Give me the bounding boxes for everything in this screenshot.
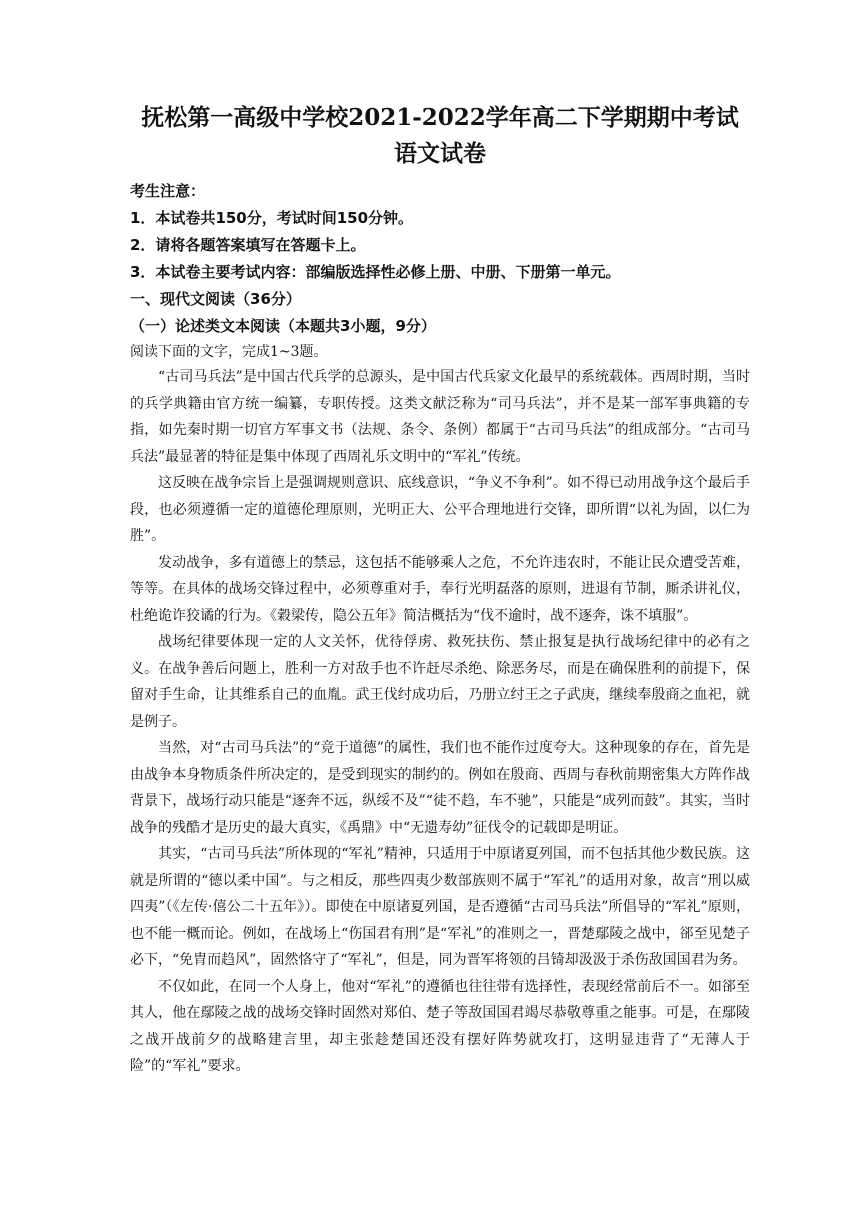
reading-instruction: 阅读下面的文字，完成1~3题。 bbox=[130, 344, 328, 360]
passage-paragraph: 当然，对“古司马兵法”的“竞于道德”的属性，我们也不能作过度夸大。这种现象的存在，首先是由战争本身物质条件所决定的，是受到现实的制约的。例如在殷商、西周与春秋前期密集大方阵作战背景下，战场行动只能是“逐奔不远，纵绥不及”“徒不趋，车不驰”，只能是“成列而鼓”。其实，当时战争的残酷才是历史的最大真实，《禹鼎》中“无遗寿幼”征伐令的记载即是明证。 bbox=[130, 740, 750, 836]
passage-paragraph: “古司马兵法”是中国古代兵学的总源头，是中国古代兵家文化最早的系统载体。西周时期，当时的兵学典籍由官方统一编纂，专职传授。这类文献泛称为“司马兵法”，并不是某一部军事典籍的专指，如先秦时期一切官方军事文书（法规、条令、条例）都属于“古司马兵法”的组成部分。“古司马兵法”最显著的特征是集中体现了西周礼乐文明中的“军礼”传统。 bbox=[130, 369, 750, 465]
passage-paragraph: 这反映在战争宗旨上是强调规则意识、底线意识，“争义不争利”。如不得已动用战争这个最后手段，也必须遵循一定的道德伦理原则，光明正大、公平合理地进行交锋，即所谓“以礼为固，以仁为胜”。 bbox=[130, 475, 750, 544]
exam-subtitle: 语文试卷 bbox=[394, 140, 486, 167]
passage-paragraph: 发动战争，多有道德上的禁忌，这包括不能够乘人之危，不允许违农时，不能让民众遭受苦难，等等。在具体的战场交锋过程中，必须尊重对手，奉行光明磊落的原则，进退有节制，厮杀讲礼仪，杜绝诡诈狡谲的行为。《穀梁传，隐公五年》简洁概括为“伐不逾时，战不逐奔，诛不填服”。 bbox=[130, 554, 750, 624]
passage-paragraph: 不仅如此，在同一个人身上，他对“军礼”的遵循也往往带有选择性，表现经常前后不一。如郤至其人，他在鄢陵之战的战场交锋时固然对郑伯、楚子等敌国国君竭尽恭敬尊重之能事。可是，在鄢陵之战开战前夕的战略建言里，却主张趁楚国还没有摆好阵势就攻打，这明显违背了“无薄人于险”的“军礼”要求。 bbox=[130, 978, 750, 1074]
notice-item: 1．本试卷共150分，考试时间150分钟。 bbox=[130, 209, 414, 227]
exam-page bbox=[130, 100, 750, 1080]
section-heading: 一、现代文阅读（36分） bbox=[130, 290, 301, 308]
notice-item: 3．本试卷主要考试内容：部编版选择性必修上册、中册、下册第一单元。 bbox=[130, 263, 621, 281]
subsection-heading: （一）论述类文本阅读（本题共3小题，9分） bbox=[130, 317, 436, 335]
passage-paragraph: 其实，“古司马兵法”所体现的“军礼”精神，只适用于中原诸夏列国，而不包括其他少数民族。这就是所谓的“德以柔中国”。与之相反，那些四夷少数部族则不属于“军礼”的适用对象，故言“刑以威四夷”（《左传·僖公二十五年》）。即使在中原诸夏列国，是否遵循“古司马兵法”所倡导的“军礼”原则，也不能一概而论。例如，在战场上“伤国君有刑”是“军礼”的准则之一，晋楚鄢陵之战中，郤至见楚子必下，“免胄而趋风”，固然恪守了“军礼”，但是，同为晋军将领的吕锜却汲汲于杀伤敌国国君为务。 bbox=[130, 846, 750, 968]
notice-item: 2．请将各题答案填写在答题卡上。 bbox=[130, 236, 366, 254]
exam-title: 抚松第一高级中学校2021-2022学年高二下学期期中考试 bbox=[141, 104, 739, 131]
passage-paragraph: 战场纪律要体现一定的人文关怀，优待俘虏、救死扶伤、禁止报复是执行战场纪律中的必有之义。在战争善后问题上，胜利一方对敌手也不许赶尽杀绝、除恶务尽，而是在确保胜利的前提下，保留对手生命，让其维系自己的血胤。武王伐纣成功后，乃册立纣王之子武庚，继续奉殷商之血祀，就是例子。 bbox=[130, 634, 750, 730]
notice-heading: 考生注意： bbox=[130, 182, 206, 200]
